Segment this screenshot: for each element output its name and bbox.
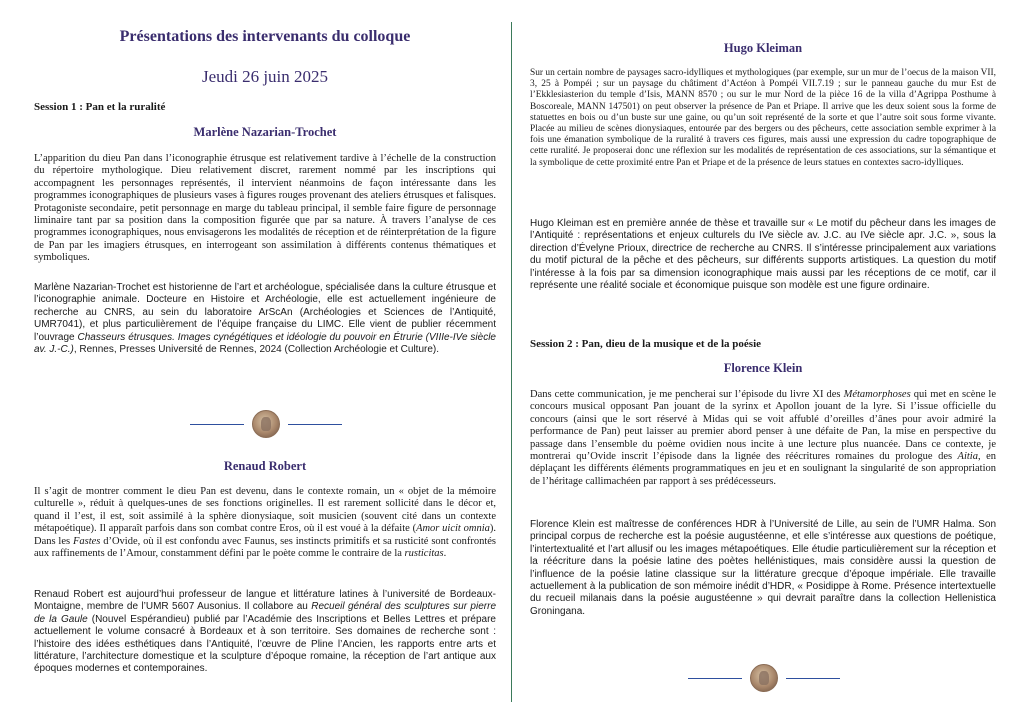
page-divider bbox=[511, 22, 512, 702]
abstract-kleiman: Sur un certain nombre de paysages sacro-idylliques et mythologiques (par exemple, sur un mur de l’oecus de la maison VII, 3, 25 à Pompéi ; sur un paysage du châtiment d’Actéon à Pompéi VII.7.19 ; sur le panneau gauche du mur Est de l’Ekklesiasterion du temple d’Isis, MANN 8570 ; ou sur le mur Nord de la pièce 16 de la villa d’Agrippa Posthume à Boscoreale, MANN 147501) on peut observer la présence de Pan et Priape. Il arrive que les deux soient sous la forme de statuettes en bois ou d’un buste sur une gaine, ou qu’un soit représenté de la sorte et que l’autre soit sous forme vivante. Placée au milieu de scènes dionysiaques, entourée par des bergers ou des pêcheurs, cette association semble exprimer à la fois une émanation symbolique de la ruralité à travers ces figures, mais aussi une expression du cadre topographique de cette ruralité. Je proposerai donc une réflexion sur les modalités de représentation de ces associations, sur la sémantique et la symbolique de cette proximité entre Pan et Priape et de la présence de leurs statues en contextes sacro-idylliques. bbox=[530, 68, 996, 168]
section-separator-bottom bbox=[688, 664, 840, 692]
bio-klein: Florence Klein est maîtresse de conférences HDR à l’Université de Lille, au sein de l’UMR Halma. Son principal corpus de recherche est la poésie augustéenne, et elle s’intéresse aux questions de poétique, l’intertextualité et l’art allusif ou les images métapoétiques. Elle étudie particulièrement sur la réception et la réécriture dans la poésie latine des poètes hellénistiques, mais considère aussi la question de l’influence de la poésie latine classique sur la littérature grecque d’époque impériale. Elle travaille actuellement à la publication de son mémoire inédit d’HDR, « Posidippe à Rome. Présence intertextuelle du recueil milanais dans la poésie augustéenne » qui devrait paraître dans la collection Hellenistica Groningana. bbox=[530, 519, 996, 617]
bio-kleiman: Hugo Kleiman est en première année de thèse et travaille sur « Le motif du pêcheur dans les images de l’Antiquité : représentations et enjeux culturels du IVe siècle av. J.C. au IVe siècle apr. J.C. », sous la direction d’Évelyne Prioux, directrice de recherche au CNRS. Il s’intéresse principalement aux variations du motif pictural de la pêche et des pêcheurs, sur différents supports artistiques. La question du motif l’intéresse à la fois par sa dimension iconographique mais aussi par les réceptions de ce motif, car il représente une réalité sociale et économique puisque son modèle est une figure ordinaire. bbox=[530, 218, 996, 292]
session-2-heading: Session 2 : Pan, dieu de la musique et de la poésie bbox=[530, 338, 762, 350]
pan-medallion-icon bbox=[750, 664, 778, 692]
separator-rule-left bbox=[688, 678, 742, 679]
separator-rule-right bbox=[786, 678, 840, 679]
document-title: Présentations des intervenants du colloque bbox=[119, 28, 411, 45]
speaker-name-robert: Renaud Robert bbox=[223, 459, 307, 473]
recueil-title: Recueil général des sculptures sur pierre de la Gaule bbox=[34, 601, 496, 625]
speaker-name-klein: Florence Klein bbox=[723, 361, 803, 375]
abstract-nazarian-trochet: L’apparition du dieu Pan dans l’iconographie étrusque est relativement tardive à l’échelle de la construction du répertoire mythologique. Dieu relativement discret, rarement nommé par les inscriptions qui accompagnent les personnages représentés, il intervient néanmoins de façon intéressante dans les programmes iconographiques de plusieurs vases à figures rouges provenant des ateliers étrusques et falisques. Protagoniste secondaire, petit personnage en marge du tableau principal, il semble faire figure de personnage liminaire tant par sa position dans la composition figurée que par sa nature. À travers l’analyse de ces programmes iconographiques, nous envisagerons les modalités de réception et de réinterprétation de la figure de Pan par les imagiers étrusques, en interrogeant son assimilation à différents contenus thématiques et symboliques. bbox=[34, 153, 496, 264]
colloquium-date: Jeudi 26 juin 2025 bbox=[201, 67, 329, 86]
separator-rule-right bbox=[288, 424, 342, 425]
pan-medallion-icon bbox=[252, 410, 280, 438]
speaker-name-nazarian-trochet: Marlène Nazarian-Trochet bbox=[193, 125, 337, 139]
speaker-name-kleiman: Hugo Kleiman bbox=[723, 41, 803, 55]
bio-nazarian-trochet: Marlène Nazarian-Trochet est historienne de l’art et archéologue, spécialisée dans la culture étrusque et l’iconographie animale. Docteure en Histoire et Archéologie, elle est actuellement ingénieure de recherche au CNRS, au sein du laboratoire ArScAn (Archéologies et Sciences de l’Antiquité, UMR7041), et plus particulièrement de l’équipe française du LIMC. Elle vient de publier récemment l’ouvrage Chasseurs étrusques. Images cynégétiques et idéologie du pouvoir en Étrurie (VIIIe-IVe siècle av. J.-C.), Rennes, Presses Université de Rennes, 2024 (Collection Archéologie et Culture). bbox=[34, 282, 496, 356]
bio-robert: Renaud Robert est aujourd’hui professeur de langue et littérature latines à l’université de Bordeaux-Montaigne, membre de l’UMR 5607 Ausonius. Il collabore au Recueil général des sculptures sur pierre de la Gaule (Nouvel Espérandieu) publié par l’Académie des Inscriptions et Belles Lettres et prépare actuellement le volume consacré à Bordeaux et à son territoire. Ses domaines de recherche sont : l’histoire des idées esthétiques dans l’Antiquité, l’œuvre de Pline l’Ancien, les rapports entre arts et littérature, l’architecture domestique et la sculpture d’époque romaine, la réception de l’art antique aux époques modernes et contemporaines. bbox=[34, 589, 496, 675]
section-separator bbox=[190, 410, 342, 438]
session-1-heading: Session 1 : Pan et la ruralité bbox=[34, 101, 166, 113]
separator-rule-left bbox=[190, 424, 244, 425]
abstract-klein: Dans cette communication, je me pencherai sur l’épisode du livre XI des Métamorphoses qui met en scène le concours musical opposant Pan jouant de la syrinx et Apollon jouant de la lyre. Si l’issue officielle du concours (ainsi que le sort réservé à Midas qui se voit affublé d’oreilles d’ânes pour avoir admiré la performance de Pan) peut laisser au premier abord penser à une défaite de Pan, la mise en perspective du passage dans l’ensemble du poème ovidien nous incite à une lecture plus nuancée. Dans ce contexte, je montrerai qu’Ovide inscrit l’épisode dans la lignée des réécritures romaines du prologue des Aitia, en déplaçant les différents éléments programmatiques en jeu et en soulignant la singularité de son appropriation de l’héritage callimachéen par rapport à ses prédécesseurs. bbox=[530, 389, 997, 487]
abstract-robert: Il s’agit de montrer comment le dieu Pan est devenu, dans le contexte romain, un « objet de la mémoire culturelle », réduit à quelques-unes de ses fonctions originelles. Il est rarement sollicité dans le décor et, quand il l’est, il est, soit assimilé à la sphère dionysiaque, soit musicien (souvent cité dans un contexte métapoétique). Il apparaît parfois dans son combat contre Eros, où il est voué à la défaite (Amor uicit omnia). Dans les Fastes d’Ovide, où il est confondu avec Faunus, ses instincts primitifs et sa rusticité sont confrontés aux raffinements de l’Amour, constamment défini par le poète comme le contraire de la rusticitas. bbox=[34, 486, 496, 560]
book-title: Chasseurs étrusques. Images cynégétiques et idéologie du pouvoir en Étrurie (VIIIe-IVe siècle av. J.-C.) bbox=[34, 331, 496, 356]
